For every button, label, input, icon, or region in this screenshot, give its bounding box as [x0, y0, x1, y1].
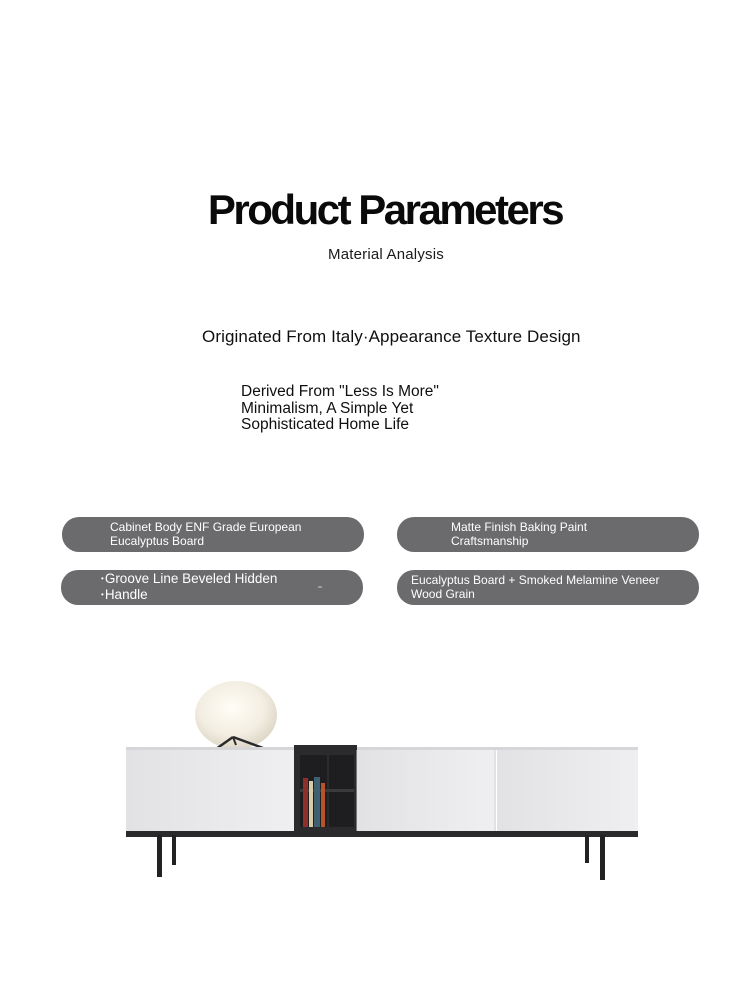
description-line: Minimalism, A Simple Yet: [241, 399, 414, 417]
feature-pill-matte-finish: [397, 517, 699, 552]
design-description: [241, 384, 439, 434]
description-line: Sophisticated Home Life: [241, 416, 410, 433]
feature-text: Handle: [104, 586, 148, 602]
feature-text: Cabinet Body ENF Grade European: [110, 520, 302, 534]
lamp-icon: [195, 681, 277, 749]
bullet-icon: •: [101, 574, 104, 583]
feature-text: Matte Finish Baking Paint: [451, 520, 588, 534]
feature-pill-veneer: [397, 570, 699, 605]
tv-cabinet-illustration: [120, 675, 650, 890]
feature-text: Eucalyptus Board + Smoked Melamine Veneer: [411, 573, 660, 587]
design-tagline: Originated From Italy·Appearance Texture Design: [202, 327, 581, 346]
page-subtitle: Material Analysis: [328, 246, 444, 263]
decorative-mark: [318, 586, 322, 588]
feature-text: Craftsmanship: [451, 533, 529, 548]
page-title: Product Parameters: [207, 186, 563, 233]
feature-text: Wood Grain: [411, 586, 475, 601]
description-line: Derived From "Less Is More": [241, 383, 439, 400]
bullet-icon: •: [101, 589, 104, 599]
feature-pill-cabinet-body: [62, 517, 364, 552]
feature-text: Groove Line Beveled Hidden: [104, 571, 278, 586]
feature-text: Eucalyptus Board: [110, 533, 205, 548]
